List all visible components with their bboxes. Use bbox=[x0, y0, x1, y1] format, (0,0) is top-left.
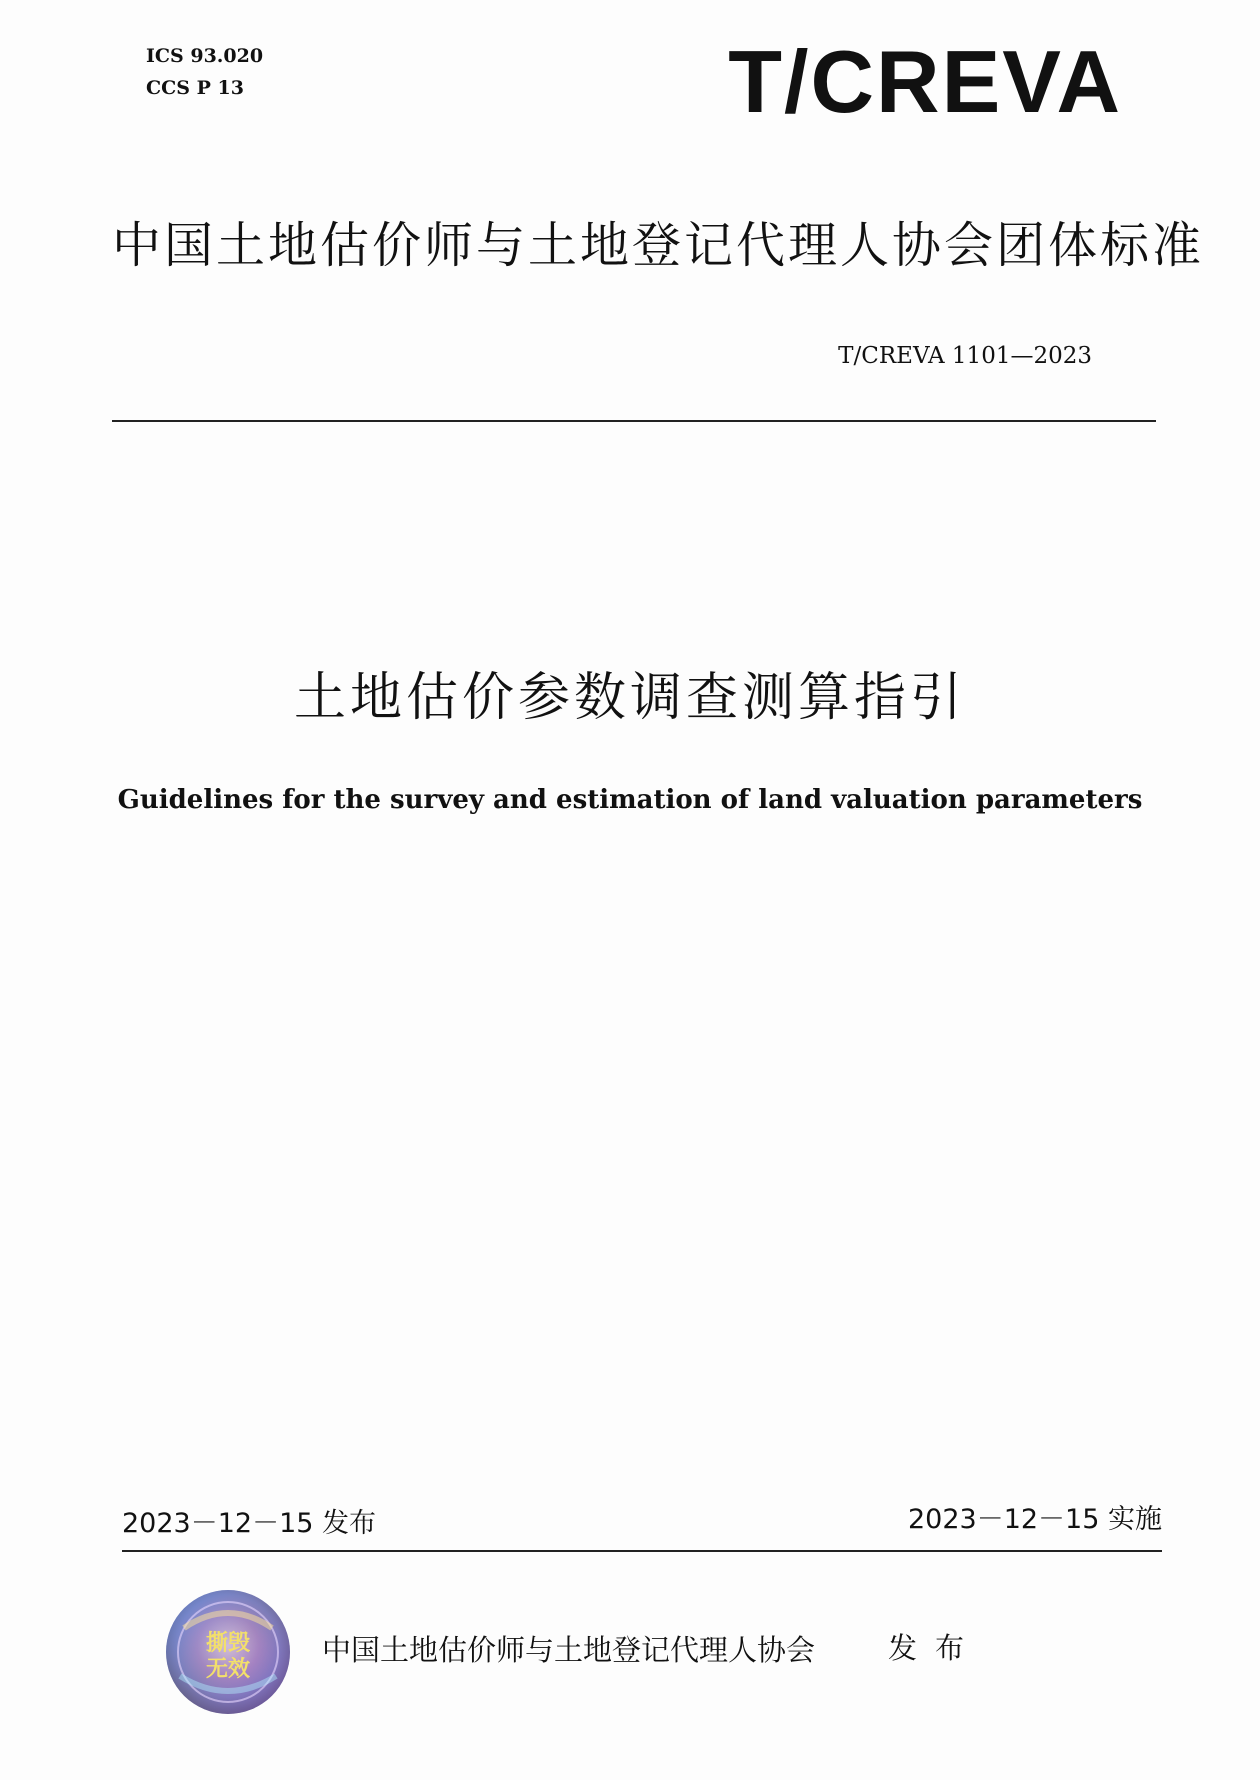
publisher-name: 中国土地估价师与土地登记代理人协会 bbox=[322, 1633, 816, 1667]
svg-text:无效: 无效 bbox=[205, 1657, 251, 1682]
hologram-seal-icon bbox=[164, 1588, 292, 1716]
publish-label: 发布 bbox=[888, 1631, 983, 1665]
issue-date: 2023－12－15 发布 bbox=[122, 1508, 377, 1539]
hologram-text: 撕毁 bbox=[205, 1631, 251, 1656]
effective-date: 2023－12－15 实施 bbox=[907, 1504, 1162, 1535]
ccs-code: CCS P 13 bbox=[146, 77, 244, 99]
top-divider bbox=[112, 420, 1156, 422]
document-title-english: Guidelines for the survey and estimation of land valuation parameters bbox=[117, 785, 1143, 815]
document-number: T/CREVA 1101—2023 bbox=[838, 343, 1092, 369]
classification-codes bbox=[146, 40, 263, 104]
bottom-divider bbox=[122, 1550, 1162, 1552]
ics-code: ICS 93.020 bbox=[146, 45, 264, 67]
document-title-chinese: 土地估价参数调查测算指引 bbox=[293, 668, 966, 728]
brand-mark: T/CREVA bbox=[728, 32, 1122, 131]
org-standard-title: 中国土地估价师与土地登记代理人协会团体标准 bbox=[112, 217, 1205, 274]
